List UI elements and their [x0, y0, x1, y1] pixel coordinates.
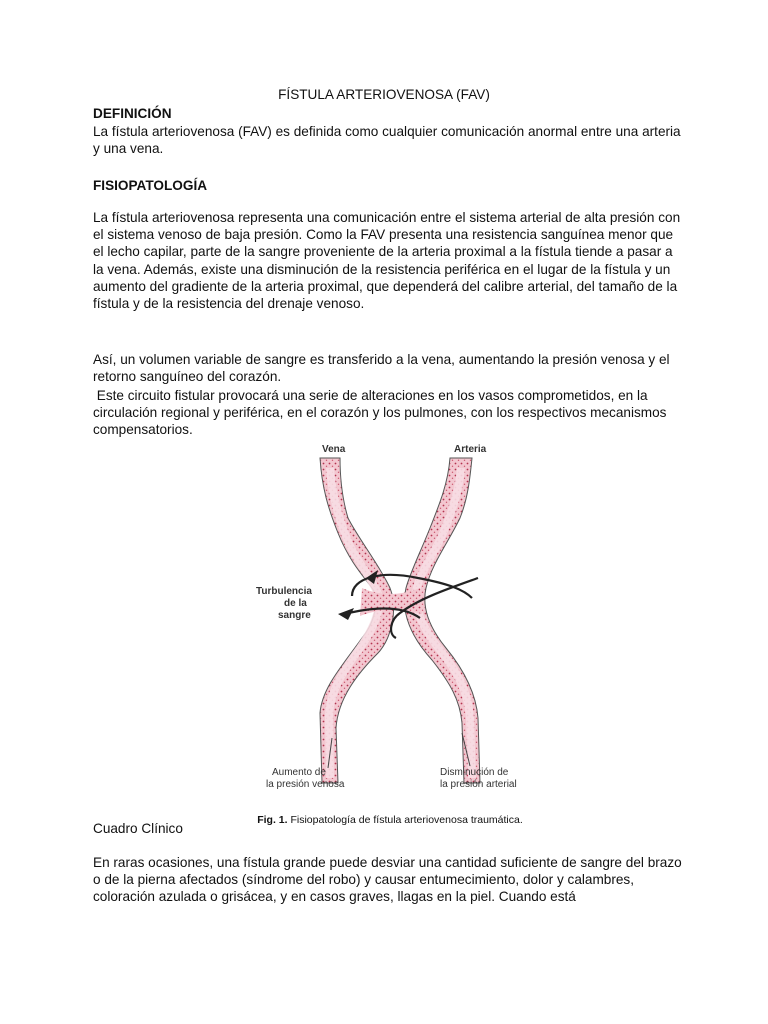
label-aumento-line-1: Aumento de — [272, 767, 326, 778]
figure-caption — [220, 812, 560, 829]
label-vena: Vena — [322, 444, 346, 455]
fisiopatologia-heading: FISIOPATOLOGÍA — [93, 178, 208, 193]
fisiopatologia-paragraph-3: Este circuito fistular provocará una serie de alteraciones en los vasos comprometidos, en la circulación regional y periférica, en el corazón y los pulmones, con los respectivos mecanismos compensatorios. — [93, 388, 671, 438]
fistula-diagram — [250, 438, 550, 810]
label-turbulencia-line-2: de la — [284, 598, 307, 609]
cuadro-clinico-heading: Cuadro Clínico — [93, 821, 183, 836]
label-turbulencia-line-3: sangre — [278, 610, 311, 621]
label-disminucion-line-1: Disminución de — [440, 767, 509, 778]
fisiopatologia-paragraph-1: La fístula arteriovenosa representa una comunicación entre el sistema arterial de alta presión con el sistema venoso de baja presión. Como la FAV presenta una resistencia sanguínea menor que el lecho capilar, parte de la sangre proveniente de la arteria proximal a la fístula tiende a pasar a la vena. Además, existe una disminución de la resistencia periférica en el lugar de la fístula y un aumento del gradiente de la arteria proximal, que dependerá del calibre arterial, del tamaño de la fístula y de la resistencia del drenaje venoso. — [93, 210, 681, 312]
label-aumento-line-2: la presión venosa — [266, 779, 345, 790]
definicion-paragraph: La fístula arteriovenosa (FAV) es definida como cualquier comunicación anormal entre una arteria y una vena. — [93, 124, 681, 157]
fisiopatologia-paragraph-2: Así, un volumen variable de sangre es transferido a la vena, aumentando la presión venosa y el retorno sanguíneo del corazón. — [93, 352, 670, 385]
figure-caption-number: Fig. 1. — [257, 813, 288, 826]
definicion-heading: DEFINICIÓN — [93, 106, 172, 121]
fistula-diagram-figure — [250, 438, 550, 810]
label-disminucion-line-2: la presión arterial — [440, 779, 517, 790]
cuadro-clinico-paragraph: En raras ocasiones, una fístula grande puede desviar una cantidad suficiente de sangre del brazo o de la pierna afectados (síndrome del robo) y causar entumecimiento, dolor y calambres, coloración azulada o grisácea, y en casos graves, llagas en la piel. Cuando está — [93, 855, 682, 905]
figure-caption-text: Fisiopatología de fístula arteriovenosa traumática. — [287, 813, 523, 826]
label-arteria: Arteria — [454, 444, 487, 455]
document-title: FÍSTULA ARTERIOVENOSA (FAV) — [278, 87, 490, 102]
label-turbulencia-line-1: Turbulencia — [256, 586, 312, 597]
